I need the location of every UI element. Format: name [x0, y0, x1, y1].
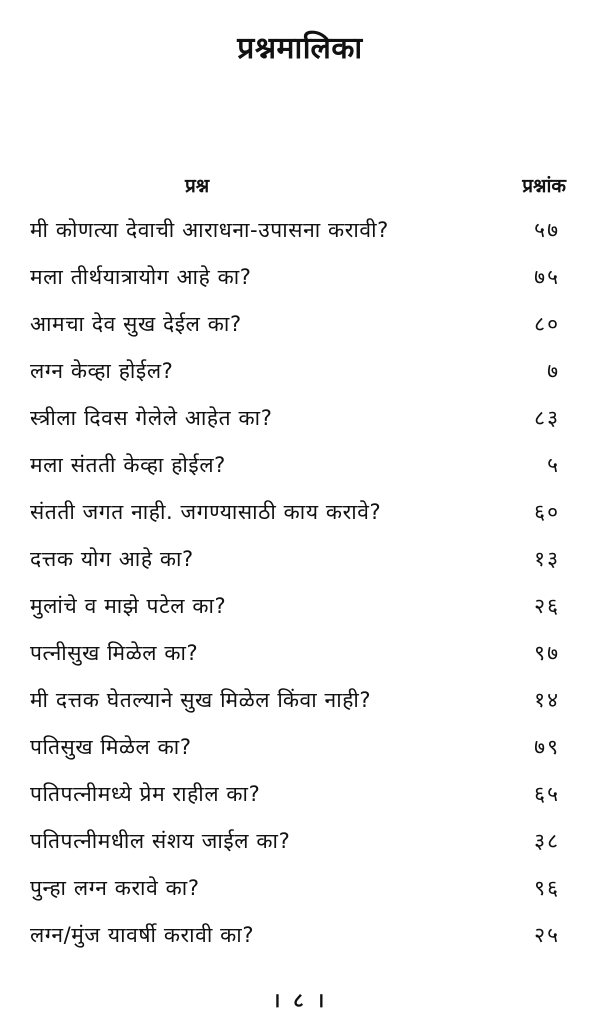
question-number: ८०: [534, 312, 560, 336]
list-item: [0, 398, 600, 445]
question-text: मुलांचे व माझे पटेल का?: [30, 594, 227, 618]
page-number: । ८ ।: [272, 988, 328, 1012]
list-item: [0, 445, 600, 492]
question-text: संतती जगत नाही. जगण्यासाठी काय करावे?: [30, 500, 382, 524]
question-text: मी दत्तक घेतल्याने सुख मिळेल किंवा नाही?: [30, 688, 372, 712]
question-text: पुन्हा लग्न करावे का?: [30, 876, 200, 900]
question-number: ५७: [534, 218, 560, 242]
question-number: ७९: [534, 735, 560, 759]
question-text: लग्न केव्हा होईल?: [30, 359, 174, 383]
question-number: १३: [534, 547, 560, 571]
question-text: मला संतती केव्हा होईल?: [30, 453, 226, 477]
question-number: ६५: [534, 782, 560, 806]
question-number: २५: [534, 923, 560, 947]
question-text: पत्नीसुख मिळेल का?: [30, 641, 199, 665]
list-item: [0, 727, 600, 774]
page-title: प्रश्नमालिका: [237, 31, 363, 66]
question-text: पतिपत्नीमध्ये प्रेम राहील का?: [30, 782, 261, 806]
list-item: [0, 351, 600, 398]
question-text: स्त्रीला दिवस गेलेले आहेत का?: [30, 406, 273, 430]
question-number: ७: [547, 359, 560, 383]
column-headers: [0, 172, 600, 202]
question-column-header: प्रश्न: [185, 175, 210, 197]
question-number: ९६: [534, 876, 560, 900]
question-text: पतिसुख मिळेल का?: [30, 735, 192, 759]
list-item: [0, 586, 600, 633]
list-item: [0, 680, 600, 727]
question-number: २६: [534, 594, 560, 618]
number-column-header: प्रश्नांक: [522, 175, 566, 197]
question-number: १४: [534, 688, 560, 712]
list-item: [0, 492, 600, 539]
question-number: ५: [547, 453, 560, 477]
question-number: ३८: [534, 829, 560, 853]
question-number: ६०: [534, 500, 560, 524]
question-number: ८३: [534, 406, 560, 430]
question-list: [0, 210, 600, 962]
list-item: [0, 821, 600, 868]
question-text: पतिपत्नीमधील संशय जाईल का?: [30, 829, 291, 853]
question-number: ७५: [534, 265, 560, 289]
list-item: [0, 304, 600, 351]
question-text: मला तीर्थयात्रायोग आहे का?: [30, 265, 252, 289]
list-item: [0, 774, 600, 821]
list-item: [0, 633, 600, 680]
question-text: आमचा देव सुख देईल का?: [30, 312, 242, 336]
list-item: [0, 257, 600, 304]
question-text: मी कोणत्या देवाची आराधना-उपासना करावी?: [30, 218, 389, 242]
list-item: [0, 210, 600, 257]
question-number: ९७: [534, 641, 560, 665]
question-text: लग्न/मुंज यावर्षी करावी का?: [30, 923, 255, 947]
question-text: दत्तक योग आहे का?: [30, 547, 194, 571]
list-item: [0, 539, 600, 586]
list-item: [0, 915, 600, 962]
list-item: [0, 868, 600, 915]
